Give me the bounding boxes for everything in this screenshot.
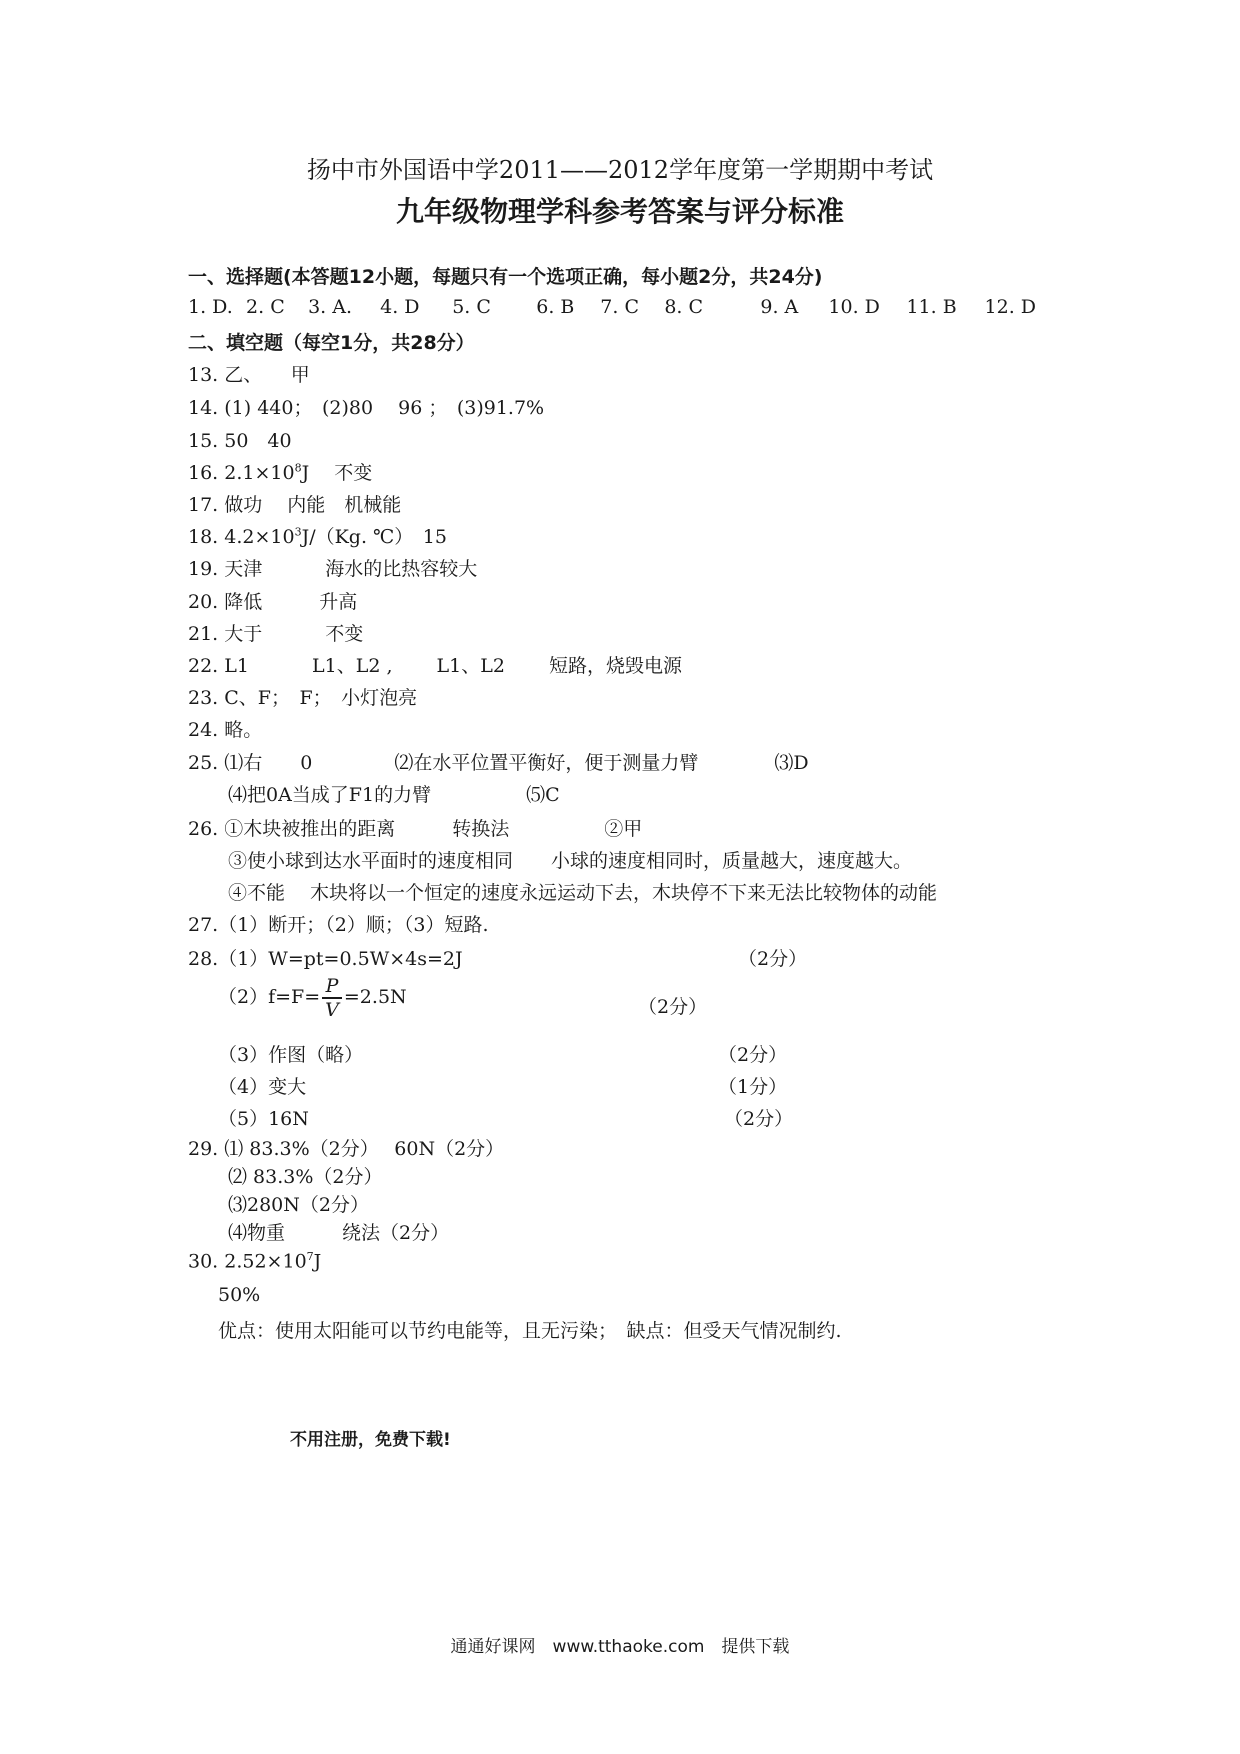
- answer-6: 6. B: [536, 296, 575, 318]
- answer-15: 15. 50 40: [188, 430, 292, 452]
- answer-12: 12. D: [984, 296, 1037, 318]
- score-28-2: （2分）: [638, 996, 708, 1018]
- answer-4: 4. D: [380, 296, 420, 318]
- answer-2: 2. C: [246, 296, 285, 318]
- answer-24: 24. 略。: [188, 719, 263, 741]
- answer-10: 10. D: [828, 296, 880, 318]
- answer-30c: 优点：使用太阳能可以节约电能等，且无污染； 缺点：但受天气情况制约.: [218, 1320, 842, 1342]
- answer-28-4: （4）变大: [218, 1076, 307, 1098]
- answer-26b: ③使小球到达水平面时的速度相同 小球的速度相同时，质量越大，速度越大。: [228, 850, 913, 872]
- answer-29d: ⑷物重 绕法（2分）: [228, 1222, 450, 1244]
- download-note: 不用注册，免费下载!: [290, 1430, 451, 1450]
- answer-25a: 25. ⑴右 0 ⑵在水平位置平衡好，便于测量力臂 ⑶D: [188, 752, 809, 774]
- answer-20: 20. 降低 升高: [188, 591, 358, 613]
- answer-5: 5. C: [452, 296, 491, 318]
- answer-28-5: （5）16N: [218, 1108, 309, 1130]
- answer-8: 8. C: [664, 296, 704, 318]
- answer-11: 11. B: [906, 296, 957, 318]
- answer-30b: 50%: [218, 1284, 261, 1306]
- answer-14: 14. (1) 440； (2)80 96 ； (3)91.7%: [188, 397, 545, 419]
- answer-26a: 26. ①木块被推出的距离 转换法 ②甲: [188, 818, 643, 840]
- exam-title: 扬中市外国语中学2011——2012学年度第一学期期中考试: [306, 156, 934, 184]
- answer-29c: ⑶280N（2分）: [228, 1194, 369, 1216]
- score-28-1: （2分）: [738, 948, 808, 970]
- answer-30: 30. $2.52\times 10^7J$: [188, 1250, 322, 1273]
- answer-29b: ⑵ 83.3%（2分）: [228, 1166, 383, 1188]
- answer-7: 7. C: [600, 296, 639, 318]
- answer-18: 18. $4.2\times 10^3J/(Kg$. ℃） 15: [188, 525, 447, 548]
- answer-13: 13. 乙、 甲: [188, 364, 310, 386]
- answer-1: 1. D.: [188, 296, 233, 318]
- answer-3: 3. A.: [308, 296, 353, 318]
- footer-source: 通通好课网 www.tthaoke.com 提供下载: [450, 1637, 790, 1657]
- answer-21: 21. 大于 不变: [188, 623, 364, 645]
- answer-25b: ⑷把0A当成了F1的力臂 ⑸C: [228, 784, 560, 806]
- answer-27: 27.（1）断开；（2）顺；（3）短路.: [188, 914, 489, 936]
- section2-heading: 二、填空题（每空1分，共28分）: [188, 332, 475, 354]
- answer-28-2: （2）f=F= $\frac{P}{V}$ =2.5N: [218, 975, 407, 1021]
- answer-22: 22. L1 L1、L2 , L1、L2 短路，烧毁电源: [188, 655, 682, 677]
- answer-9: 9. A: [760, 296, 799, 318]
- choice-answers: [188, 296, 1036, 318]
- answer-17: 17. 做功 内能 机械能: [188, 494, 402, 516]
- document-title: 九年级物理学科参考答案与评分标准: [395, 195, 844, 228]
- answer-28-1: 28.（1）W=pt=0.5W×4s=2J: [188, 948, 463, 970]
- score-28-3: （2分）: [718, 1044, 788, 1066]
- answer-29a: 29. ⑴ 83.3%（2分） 60N（2分）: [188, 1138, 505, 1160]
- score-28-4: （1分）: [718, 1076, 788, 1098]
- score-28-5: （2分）: [724, 1108, 794, 1130]
- answer-23: 23. C、F； F； 小灯泡亮: [188, 687, 418, 709]
- answer-19: 19. 天津 海水的比热容较大: [188, 558, 478, 580]
- answer-28-3: （3）作图（略）: [218, 1044, 364, 1066]
- section1-heading: 一、选择题(本答题12小题，每题只有一个选项正确，每小题2分，共24分): [188, 266, 823, 288]
- power-over-velocity-fraction: $\frac{P}{V}$: [322, 975, 342, 1021]
- answer-26c: ④不能 木块将以一个恒定的速度永远运动下去，木块停不下来无法比较物体的动能: [228, 882, 938, 904]
- answer-16: 16. $2.1\times 10^8J$ 不变: [188, 461, 373, 484]
